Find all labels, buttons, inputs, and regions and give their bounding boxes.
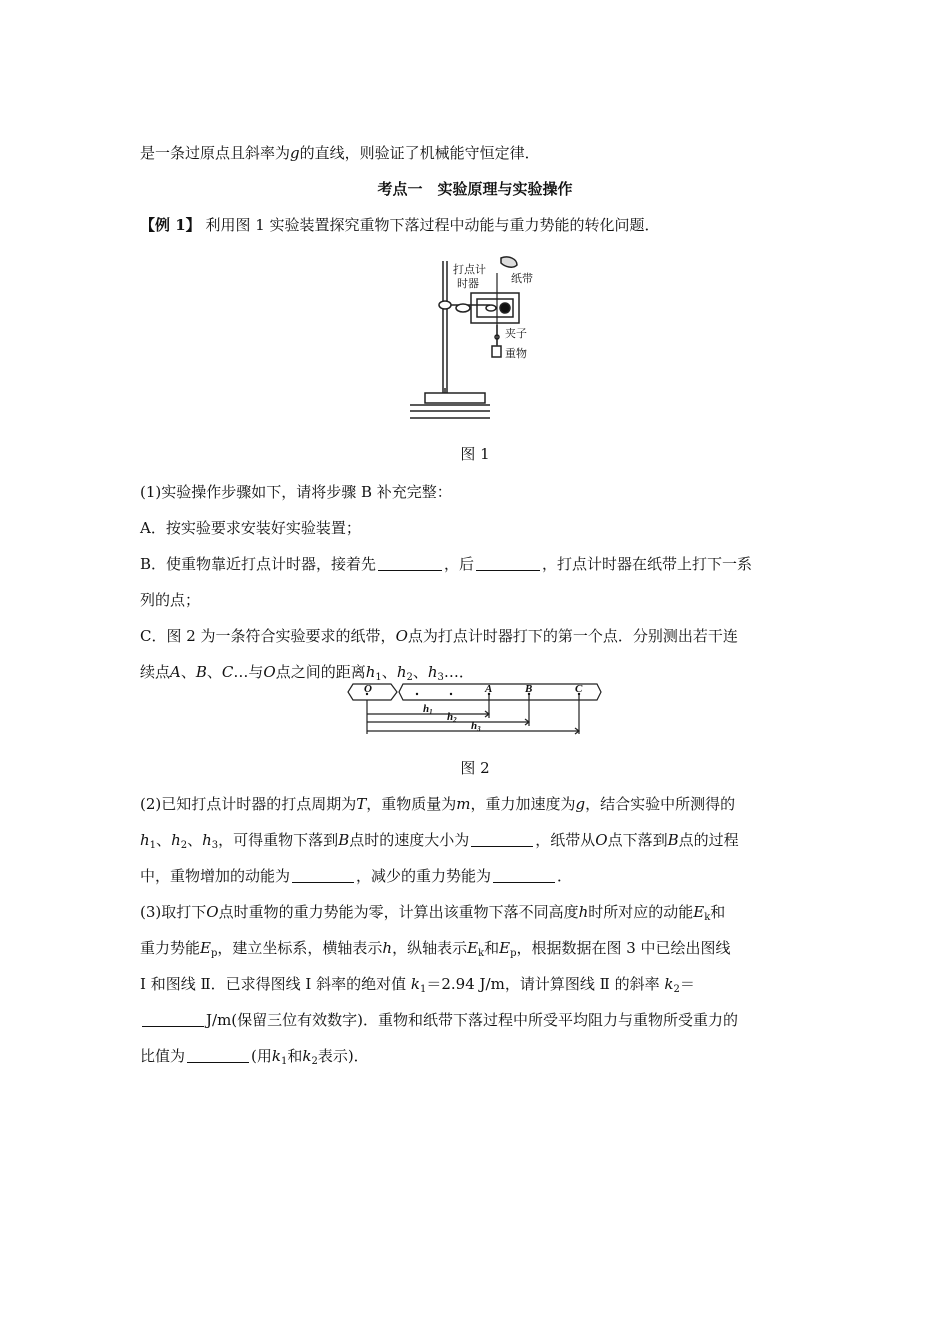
text: 的直线，则验证了机械能守恒定律． (299, 144, 540, 162)
var-T: T (356, 795, 367, 813)
point-A: A (485, 683, 493, 695)
blank-7 (187, 1048, 249, 1063)
text: 中，重物增加的动能为 (140, 867, 291, 885)
point-B: B (525, 683, 533, 695)
text: 比值为 (140, 1047, 186, 1065)
text: 、 (412, 663, 428, 681)
example-line (140, 214, 810, 236)
point-O: O (364, 683, 372, 695)
var-k: k (664, 975, 674, 993)
step-b-cont: 列的点； (140, 591, 201, 609)
text: 点为打点计时器打下的第一个点．分别测出若干连 (407, 627, 738, 645)
blank-5 (493, 868, 555, 883)
blank-4 (292, 868, 354, 883)
sub: 2 (180, 840, 188, 851)
question-3-cont2 (140, 973, 810, 995)
question-3-cont3 (140, 1009, 810, 1031)
question-1: (1)实验操作步骤如下，请将步骤 B 补充完整： (140, 483, 452, 501)
text: 点之间的距离 (275, 663, 366, 681)
text: 时所对应的动能 (588, 903, 694, 921)
question-3 (140, 901, 810, 923)
var-m: m (456, 795, 471, 813)
var-k: k (410, 975, 420, 993)
label-timer-2: 时器 (457, 278, 479, 290)
var-E: E (467, 939, 479, 957)
text: ，纸带从 (535, 831, 596, 849)
var-h: h (202, 831, 212, 849)
blank-3 (471, 832, 533, 847)
text: ，结合实验中所测得的 (585, 795, 736, 813)
label-tape: 纸带 (511, 273, 533, 285)
text: 点下落到 (607, 831, 668, 849)
text: C．图 2 为一条符合实验要求的纸带， (140, 627, 396, 645)
sub: 2 (406, 672, 413, 683)
example-text: 利用图 1 实验装置探究重物下落过程中动能与重力势能的转化问题． (205, 216, 660, 234)
label-weight: 重物 (505, 348, 527, 360)
var-C: C (221, 663, 234, 681)
question-3-cont4 (140, 1045, 810, 1067)
question-2-cont2 (140, 865, 810, 887)
label-clip: 夹子 (505, 328, 527, 340)
var-k: k (271, 1047, 281, 1065)
dim-h1: h1 (423, 703, 433, 716)
text: ，打点计时器在纸带上打下一系 (542, 555, 753, 573)
text: 、 (187, 831, 203, 849)
dim-h2: h2 (447, 711, 457, 724)
text: (用 (251, 1047, 272, 1065)
question-2-cont (140, 829, 810, 851)
sub: p (210, 948, 218, 959)
var-O: O (263, 663, 276, 681)
blank-6 (142, 1012, 204, 1027)
text: 点的过程 (678, 831, 739, 849)
sub: 1 (375, 672, 382, 683)
var-A: A (170, 663, 181, 681)
figure-1-caption: 图 1 (460, 445, 490, 463)
var-O: O (595, 831, 608, 849)
text: 续点 (140, 663, 171, 681)
sub: 1 (420, 984, 427, 995)
text: 和 (287, 1047, 303, 1065)
text: Ⅰ 和图线 Ⅱ．已求得图线 Ⅰ 斜率的绝对值 (140, 975, 407, 993)
point-C: C (575, 683, 583, 695)
sub: 1 (280, 1056, 288, 1067)
var-g: g (575, 795, 586, 813)
text: ，重物质量为 (366, 795, 457, 813)
text: 和 (710, 903, 726, 921)
label-timer-1: 打点计 (453, 264, 486, 276)
text: ，减少的重力势能为 (356, 867, 492, 885)
var-O: O (206, 903, 219, 921)
var-O: O (395, 627, 408, 645)
text: 、 (156, 831, 172, 849)
step-b (140, 553, 810, 575)
var-k: k (302, 1047, 312, 1065)
sub: 2 (311, 1056, 318, 1067)
blank-2 (476, 556, 540, 571)
intro-line (140, 142, 810, 164)
text: 和 (484, 939, 500, 957)
text: ，重力加速度为 (470, 795, 576, 813)
text: 点时的速度大小为 (349, 831, 470, 849)
var-h: h (365, 663, 376, 681)
text: 表示)． (317, 1047, 369, 1065)
text: 是一条过原点且斜率为 (140, 144, 291, 162)
sub: 3 (437, 672, 444, 683)
var-h: h (578, 903, 589, 921)
var-B: B (338, 831, 350, 849)
step-a: A．按实验要求安装好实验装置； (140, 519, 361, 537)
figure-2-tape (345, 680, 605, 740)
var-E: E (693, 903, 705, 921)
text: ． (557, 867, 573, 885)
sub: p (510, 948, 517, 959)
sub: k (478, 948, 485, 959)
var-B: B (667, 831, 679, 849)
text: 、 (180, 663, 196, 681)
sub: 3 (211, 840, 219, 851)
section-title: 考点一 实验原理与实验操作 (377, 180, 573, 198)
var-h: h (382, 939, 393, 957)
text: 重力势能 (140, 939, 201, 957)
text: ，根据数据在图 3 中已绘出图线 (516, 939, 731, 957)
step-c (140, 625, 810, 647)
text: ，纵轴表示 (392, 939, 468, 957)
var-h: h (396, 663, 407, 681)
text: 点时重物的重力势能为零，计算出该重物下落不同高度 (218, 903, 579, 921)
text: ，建立坐标系，横轴表示 (217, 939, 383, 957)
text: …． (443, 663, 474, 681)
text: ，可得重物下落到 (218, 831, 339, 849)
text: ＝ (679, 975, 695, 993)
var-E: E (499, 939, 511, 957)
text: 、 (206, 663, 222, 681)
var-h: h (427, 663, 438, 681)
figure-2-caption: 图 2 (460, 759, 490, 777)
text: (2)已知打点计时器的打点周期为 (140, 795, 357, 813)
text: 、 (381, 663, 397, 681)
sub: k (704, 912, 711, 923)
example-tag: 【例 1】 (140, 216, 201, 234)
sub: 1 (149, 840, 157, 851)
var-h: h (140, 831, 150, 849)
question-2 (140, 793, 810, 815)
question-3-cont (140, 937, 810, 959)
dim-h3: h3 (471, 720, 481, 733)
text: ＝2.94 J/m，请计算图线 Ⅱ 的斜率 (426, 975, 660, 993)
var-B: B (195, 663, 207, 681)
text: J/m(保留三位有效数字)．重物和纸带下落过程中所受平均阻力与重物所受重力的 (206, 1011, 738, 1029)
text: …与 (233, 663, 264, 681)
var-E: E (200, 939, 211, 957)
text: B．使重物靠近打点计时器，接着先 (140, 555, 377, 573)
sub: 2 (673, 984, 680, 995)
text: (3)取打下 (140, 903, 207, 921)
text: ，后 (444, 555, 475, 573)
blank-1 (378, 556, 442, 571)
var-g: g (290, 144, 300, 162)
var-h: h (171, 831, 181, 849)
figure-1-apparatus (405, 253, 545, 433)
